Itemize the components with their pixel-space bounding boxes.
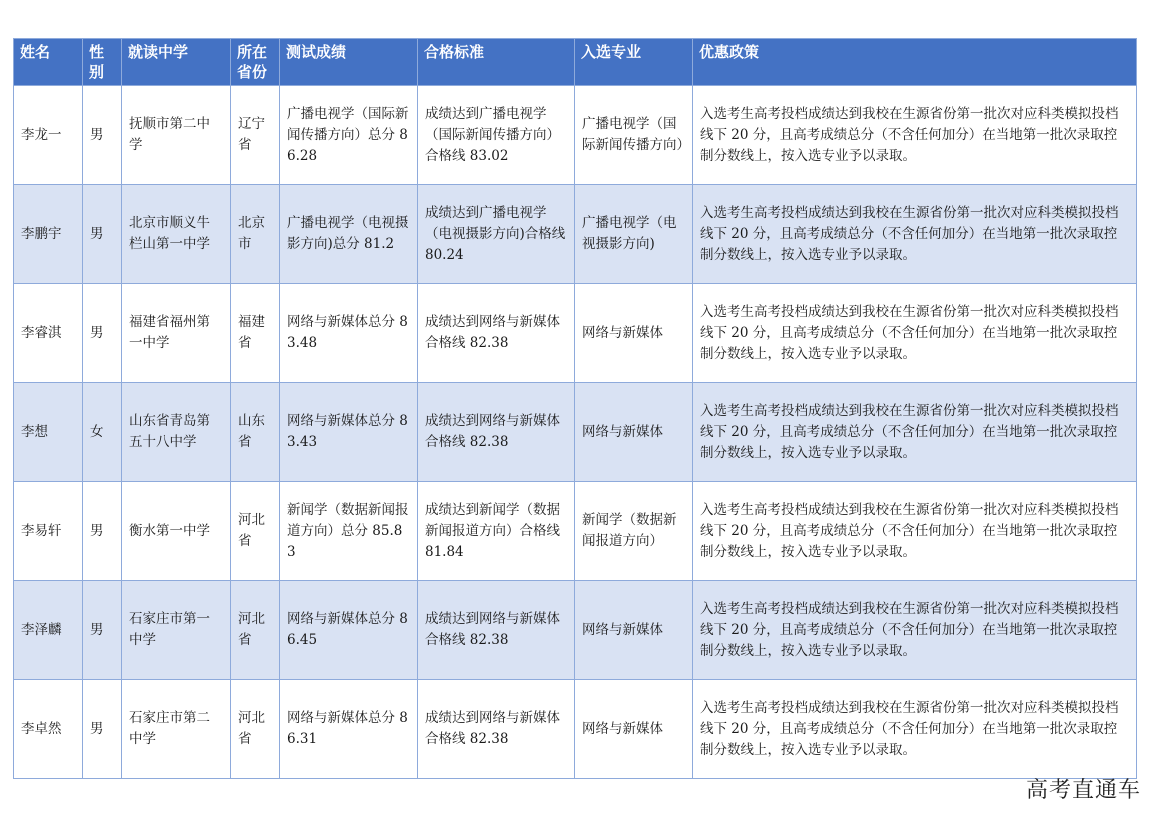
header-gender: 性别	[83, 39, 122, 86]
cell-standard: 成绩达到网络与新媒体合格线 82.38	[418, 581, 575, 680]
cell-policy: 入选考生高考投档成绩达到我校在生源省份第一批次对应科类模拟投档线下 20 分，且高考成绩总分（不含任何加分）在当地第一批次录取控制分数线上，按入选专业予以录取。	[693, 680, 1137, 779]
cell-major: 网络与新媒体	[575, 680, 693, 779]
cell-policy: 入选考生高考投档成绩达到我校在生源省份第一批次对应科类模拟投档线下 20 分，且高考成绩总分（不含任何加分）在当地第一批次录取控制分数线上，按入选专业予以录取。	[693, 86, 1137, 185]
cell-gender: 男	[83, 86, 122, 185]
cell-school: 福建省福州第一中学	[122, 284, 231, 383]
cell-score: 网络与新媒体总分 83.43	[280, 383, 418, 482]
cell-major: 网络与新媒体	[575, 383, 693, 482]
cell-province: 河北省	[231, 581, 280, 680]
cell-school: 石家庄市第二中学	[122, 680, 231, 779]
cell-major: 网络与新媒体	[575, 284, 693, 383]
table-row	[14, 284, 1137, 383]
cell-standard: 成绩达到网络与新媒体合格线 82.38	[418, 284, 575, 383]
cell-school: 衡水第一中学	[122, 482, 231, 581]
table-row	[14, 482, 1137, 581]
cell-school: 北京市顺义牛栏山第一中学	[122, 185, 231, 284]
cell-score: 网络与新媒体总分 86.31	[280, 680, 418, 779]
cell-policy: 入选考生高考投档成绩达到我校在生源省份第一批次对应科类模拟投档线下 20 分，且高考成绩总分（不含任何加分）在当地第一批次录取控制分数线上，按入选专业予以录取。	[693, 383, 1137, 482]
cell-name: 李泽麟	[14, 581, 83, 680]
header-major: 入选专业	[575, 39, 693, 86]
header-policy: 优惠政策	[693, 39, 1137, 86]
cell-score: 广播电视学（电视摄影方向)总分 81.2	[280, 185, 418, 284]
table-header-row	[14, 39, 1137, 86]
cell-score: 网络与新媒体总分 83.48	[280, 284, 418, 383]
cell-name: 李想	[14, 383, 83, 482]
cell-province: 山东省	[231, 383, 280, 482]
cell-policy: 入选考生高考投档成绩达到我校在生源省份第一批次对应科类模拟投档线下 20 分，且高考成绩总分（不含任何加分）在当地第一批次录取控制分数线上，按入选专业予以录取。	[693, 284, 1137, 383]
admission-table	[13, 38, 1137, 779]
cell-standard: 成绩达到广播电视学（国际新闻传播方向）合格线 83.02	[418, 86, 575, 185]
table-row	[14, 185, 1137, 284]
cell-province: 福建省	[231, 284, 280, 383]
header-standard: 合格标准	[418, 39, 575, 86]
cell-major: 网络与新媒体	[575, 581, 693, 680]
cell-policy: 入选考生高考投档成绩达到我校在生源省份第一批次对应科类模拟投档线下 20 分，且高考成绩总分（不含任何加分）在当地第一批次录取控制分数线上，按入选专业予以录取。	[693, 185, 1137, 284]
table-row	[14, 680, 1137, 779]
cell-policy: 入选考生高考投档成绩达到我校在生源省份第一批次对应科类模拟投档线下 20 分，且高考成绩总分（不含任何加分）在当地第一批次录取控制分数线上，按入选专业予以录取。	[693, 581, 1137, 680]
cell-standard: 成绩达到广播电视学（电视摄影方向)合格线 80.24	[418, 185, 575, 284]
cell-province: 河北省	[231, 680, 280, 779]
cell-gender: 男	[83, 581, 122, 680]
watermark-text: 高考直通车	[1025, 778, 1141, 803]
cell-major: 广播电视学（电视摄影方向)	[575, 185, 693, 284]
cell-standard: 成绩达到新闻学（数据新闻报道方向）合格线 81.84	[418, 482, 575, 581]
cell-province: 辽宁省	[231, 86, 280, 185]
table-row	[14, 86, 1137, 185]
cell-gender: 女	[83, 383, 122, 482]
header-score: 测试成绩	[280, 39, 418, 86]
cell-name: 李睿淇	[14, 284, 83, 383]
header-name: 姓名	[14, 39, 83, 86]
cell-gender: 男	[83, 680, 122, 779]
cell-school: 山东省青岛第五十八中学	[122, 383, 231, 482]
header-province: 所在省份	[231, 39, 280, 86]
cell-name: 李易轩	[14, 482, 83, 581]
header-school: 就读中学	[122, 39, 231, 86]
cell-name: 李卓然	[14, 680, 83, 779]
cell-standard: 成绩达到网络与新媒体合格线 82.38	[418, 383, 575, 482]
cell-school: 石家庄市第一中学	[122, 581, 231, 680]
cell-gender: 男	[83, 185, 122, 284]
cell-standard: 成绩达到网络与新媒体合格线 82.38	[418, 680, 575, 779]
admission-table-container	[13, 38, 1136, 779]
cell-score: 网络与新媒体总分 86.45	[280, 581, 418, 680]
table-row	[14, 383, 1137, 482]
cell-score: 新闻学（数据新闻报道方向）总分 85.83	[280, 482, 418, 581]
cell-province: 河北省	[231, 482, 280, 581]
table-row	[14, 581, 1137, 680]
cell-province: 北京市	[231, 185, 280, 284]
cell-gender: 男	[83, 482, 122, 581]
cell-name: 李鹏宇	[14, 185, 83, 284]
cell-name: 李龙一	[14, 86, 83, 185]
cell-school: 抚顺市第二中学	[122, 86, 231, 185]
cell-policy: 入选考生高考投档成绩达到我校在生源省份第一批次对应科类模拟投档线下 20 分，且高考成绩总分（不含任何加分）在当地第一批次录取控制分数线上，按入选专业予以录取。	[693, 482, 1137, 581]
cell-score: 广播电视学（国际新闻传播方向）总分 86.28	[280, 86, 418, 185]
cell-major: 广播电视学（国际新闻传播方向）	[575, 86, 693, 185]
cell-major: 新闻学（数据新闻报道方向）	[575, 482, 693, 581]
cell-gender: 男	[83, 284, 122, 383]
